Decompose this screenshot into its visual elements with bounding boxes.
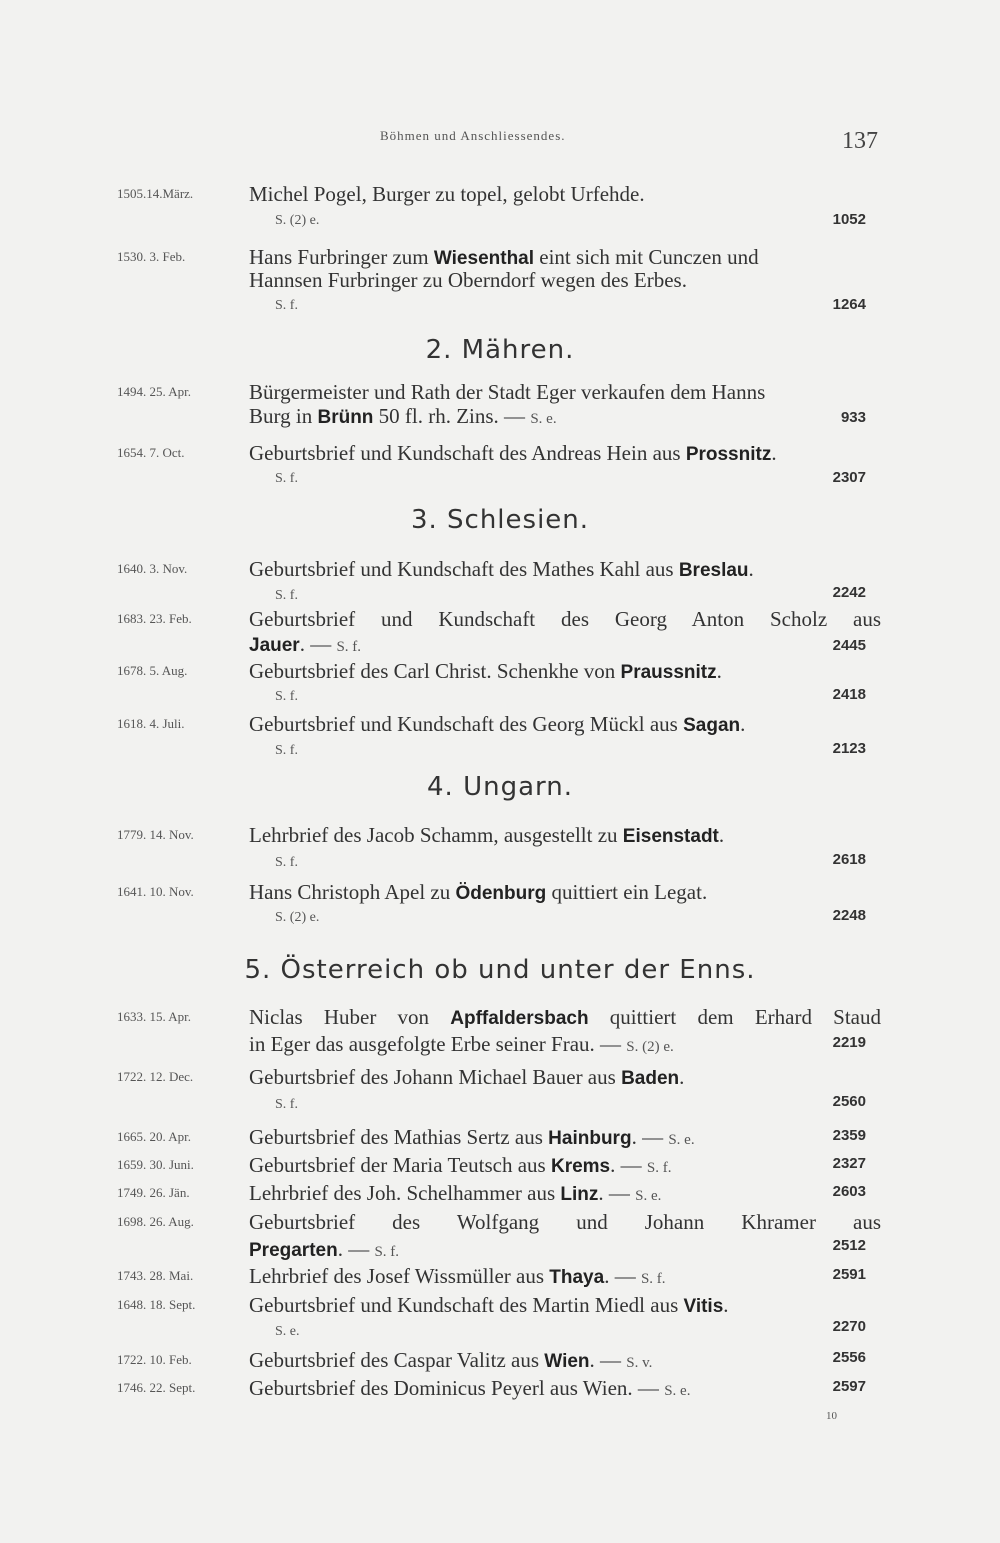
entry-date: 1746. 22. Sept. <box>117 1380 196 1395</box>
source-reference: S. f. <box>374 1244 400 1260</box>
archive-number: 2445 <box>832 637 866 654</box>
entry-text: . — <box>604 1264 641 1288</box>
place-name: Eisenstadt <box>622 826 719 847</box>
entry-text-line <box>249 607 881 631</box>
entry-text-line <box>249 380 899 404</box>
entry-text: Hans Christoph Apel zu <box>249 880 456 904</box>
source-reference: S. e. <box>668 1132 695 1148</box>
archive-number: 2618 <box>832 851 866 868</box>
entry-text: Geburtsbrief des Dominicus Peyerl aus Wien. — <box>249 1376 665 1400</box>
archive-number: 933 <box>840 409 866 426</box>
place-name: Vitis <box>683 1296 724 1317</box>
entry-text-line <box>249 268 899 292</box>
entry-text: Geburtsbrief des Wolfgang und Johann Khramer aus <box>249 1210 881 1234</box>
archive-number: 2242 <box>832 584 866 601</box>
entry-text: Lehrbrief des Jacob Schamm, ausgestellt zu <box>249 823 623 847</box>
source-reference: S. f. <box>275 471 298 486</box>
entry-text: eint sich mit Cunczen und <box>534 245 759 269</box>
archive-number: 1052 <box>832 211 866 228</box>
entry-text-line <box>249 1293 899 1319</box>
entry-text: Geburtsbrief und Kundschaft des Georg Mückl aus <box>249 712 684 736</box>
entry-date: 1722. 12. Dec. <box>117 1069 194 1084</box>
place-name: Apffaldersbach <box>450 1008 589 1029</box>
entry-text: . — <box>299 632 337 656</box>
source-reference: S. f. <box>336 639 362 655</box>
place-name: Linz <box>560 1184 599 1205</box>
archive-number: 2591 <box>832 1266 866 1283</box>
entry-date: 1494. 25. Apr. <box>117 384 192 399</box>
entry-text: . — <box>598 1181 636 1205</box>
entry-date: 1749. 26. Jän. <box>117 1185 190 1200</box>
archive-number: 1264 <box>832 296 866 313</box>
archive-number: 2556 <box>832 1349 866 1366</box>
source-reference: S. f. <box>275 689 298 704</box>
entry-text: Lehrbrief des Joh. Schelhammer aus <box>249 1181 561 1205</box>
place-name: Krems <box>550 1156 611 1177</box>
entry-text-line <box>249 182 899 206</box>
running-head: Böhmen und Anschliessendes. <box>380 128 566 143</box>
entry-text: Geburtsbrief und Kundschaft des Martin Miedl aus <box>249 1293 684 1317</box>
source-reference: S. f. <box>646 1160 672 1176</box>
entry-text: Niclas Huber von <box>249 1005 451 1029</box>
entry-text: 50 fl. rh. Zins. — <box>373 404 531 428</box>
entry-text: Geburtsbrief des Carl Christ. Schenkhe von <box>249 659 621 683</box>
archive-number: 2359 <box>832 1127 866 1144</box>
entry-text: Geburtsbrief und Kundschaft des Georg Anton Scholz aus <box>249 607 881 631</box>
entry-text-line <box>249 1065 899 1091</box>
archive-number: 2560 <box>832 1093 866 1110</box>
source-reference: S. f. <box>275 298 298 313</box>
entry-text: Geburtsbrief des Mathias Sertz aus <box>249 1125 549 1149</box>
archive-number: 2512 <box>832 1237 866 1254</box>
place-name: Praussnitz <box>620 662 717 683</box>
entry-text: Geburtsbrief der Maria Teutsch aus <box>249 1153 551 1177</box>
entry-date: 1665. 20. Apr. <box>117 1129 192 1144</box>
entry-text: . <box>748 557 754 581</box>
source-reference: S. e. <box>664 1383 691 1399</box>
entry-text: . — <box>589 1348 627 1372</box>
archive-number: 2307 <box>832 469 866 486</box>
entry-text-line <box>249 1005 881 1031</box>
source-reference: S. (2) e. <box>275 910 320 925</box>
entry-date: 1648. 18. Sept. <box>117 1297 196 1312</box>
entry-date: 1743. 28. Mai. <box>117 1268 194 1283</box>
entry-text: Lehrbrief des Josef Wissmüller aus <box>249 1264 550 1288</box>
entry-text: . <box>716 659 722 683</box>
entry-text-line <box>249 880 899 906</box>
archive-number: 2219 <box>832 1034 866 1051</box>
entry-date: 1683. 23. Feb. <box>117 611 192 626</box>
entry-text: Hannsen Furbringer zu Oberndorf wegen des Erbes. <box>249 268 687 292</box>
entry-text: Geburtsbrief und Kundschaft des Mathes Kahl aus <box>249 557 679 581</box>
place-name: Prossnitz <box>685 444 772 465</box>
entry-text: Michel Pogel, Burger zu topel, gelobt Urfehde. <box>249 182 645 206</box>
entry-text-line <box>249 712 899 738</box>
place-name: Breslau <box>678 560 749 581</box>
section-heading: 4. Ungarn. <box>427 772 573 802</box>
entry-text: . — <box>337 1237 375 1261</box>
place-name: Sagan <box>683 715 741 736</box>
archive-number: 2597 <box>832 1378 866 1395</box>
entry-text: . <box>740 712 746 736</box>
source-reference: S. (2) e. <box>626 1039 674 1055</box>
entry-date: 1633. 15. Apr. <box>117 1009 192 1024</box>
entry-text: Geburtsbrief des Caspar Valitz aus <box>249 1348 545 1372</box>
entry-text: Bürgermeister und Rath der Stadt Eger verkaufen dem Hanns <box>249 380 766 404</box>
entry-text-line <box>249 441 899 467</box>
entry-text: . <box>679 1065 685 1089</box>
source-reference: S. e. <box>275 1324 300 1339</box>
entry-date: 1722. 10. Feb. <box>117 1352 192 1367</box>
entry-text: quittiert ein Legat. <box>546 880 708 904</box>
entry-text: Geburtsbrief des Johann Michael Bauer aus <box>249 1065 622 1089</box>
entry-date: 1659. 30. Juni. <box>117 1157 194 1172</box>
entry-date: 1654. 7. Oct. <box>117 445 185 460</box>
place-name: Baden <box>621 1068 680 1089</box>
entry-text: . — <box>631 1125 669 1149</box>
entry-date: 1779. 14. Nov. <box>117 827 194 842</box>
entry-text-line <box>249 659 899 685</box>
section-heading: 2. Mähren. <box>425 335 575 365</box>
entry-text: . <box>723 1293 729 1317</box>
entry-text: Hans Furbringer zum <box>249 245 434 269</box>
source-reference: S. v. <box>626 1355 653 1371</box>
entry-text-line <box>249 823 899 849</box>
source-reference: S. e. <box>530 411 557 427</box>
entry-text: in Eger das ausgefolgte Erbe seiner Frau. — <box>249 1032 627 1056</box>
entry-date: 1641. 10. Nov. <box>117 884 194 899</box>
archive-number: 2123 <box>832 740 866 757</box>
printer-signature-mark: 10 <box>826 1410 837 1422</box>
section-heading: 5. Österreich ob und unter der Enns. <box>244 955 756 985</box>
source-reference: S. f. <box>275 743 298 758</box>
entry-text: quittiert dem Erhard Staud <box>588 1005 881 1029</box>
entry-date: 1618. 4. Juli. <box>117 716 185 731</box>
place-name: Wien <box>544 1351 590 1372</box>
entry-date: 1505.14.März. <box>117 186 194 201</box>
entry-text: . — <box>610 1153 647 1177</box>
entry-text: . <box>771 441 777 465</box>
archive-number: 2327 <box>832 1155 866 1172</box>
entry-text: Burg in <box>249 404 318 428</box>
place-name: Ödenburg <box>455 883 547 904</box>
place-name: Pregarten <box>249 1240 338 1261</box>
section-heading: 3. Schlesien. <box>410 505 590 535</box>
entry-date: 1698. 26. Aug. <box>117 1214 194 1229</box>
archive-number: 2270 <box>832 1318 866 1335</box>
archive-number: 2248 <box>832 907 866 924</box>
entry-date: 1530. 3. Feb. <box>117 249 186 264</box>
place-name: Thaya <box>549 1267 605 1288</box>
source-reference: S. (2) e. <box>275 213 320 228</box>
place-name: Jauer <box>249 635 300 656</box>
source-reference: S. e. <box>635 1188 662 1204</box>
entry-text: . <box>718 823 725 847</box>
place-name: Wiesenthal <box>433 248 535 269</box>
source-reference: S. f. <box>640 1271 666 1287</box>
source-reference: S. f. <box>275 588 298 603</box>
place-name: Hainburg <box>548 1128 632 1149</box>
place-name: Brünn <box>317 407 374 428</box>
source-reference: S. f. <box>275 855 298 870</box>
page-number: 137 <box>842 128 878 154</box>
entry-text-line <box>249 1210 881 1234</box>
entry-date: 1678. 5. Aug. <box>117 663 188 678</box>
source-reference: S. f. <box>275 1097 298 1112</box>
entry-date: 1640. 3. Nov. <box>117 561 188 576</box>
archive-number: 2603 <box>832 1183 866 1200</box>
entry-text-line <box>249 557 899 583</box>
archive-number: 2418 <box>832 686 866 703</box>
entry-text: Geburtsbrief und Kundschaft des Andreas Hein aus <box>249 441 686 465</box>
